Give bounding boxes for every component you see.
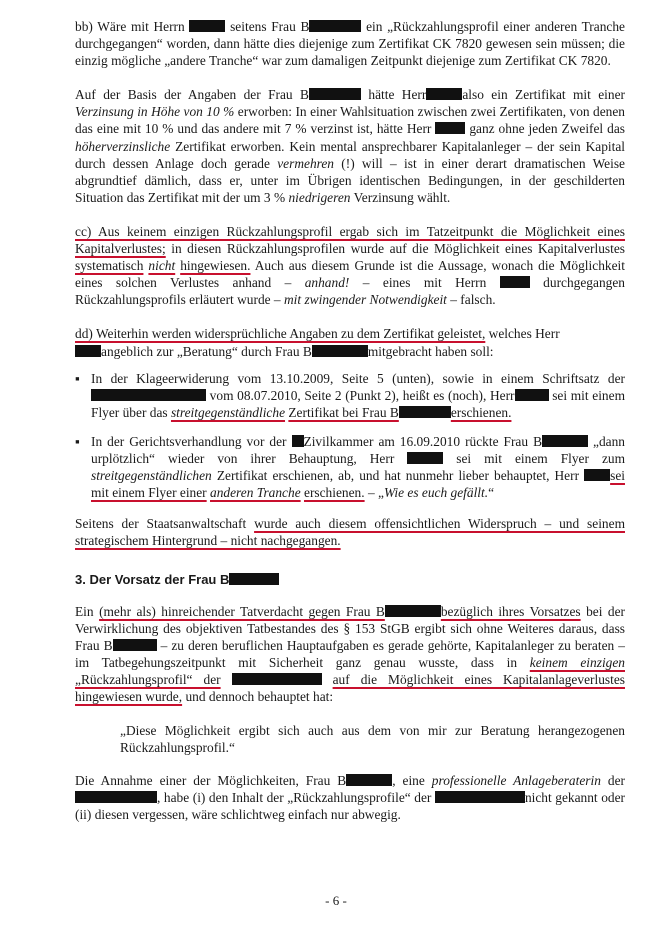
text: und dennoch behauptet hat:: [185, 689, 334, 704]
redaction-bar: [515, 389, 549, 401]
underlined-emphasis: streitgegenständliche: [170, 404, 286, 420]
underlined-emphasis: nicht: [148, 258, 176, 274]
text: Auch aus diesem Grunde ist die Aussage, wonach die Möglichkeit eines solchen Verlustes anhand –: [75, 258, 625, 291]
redaction-bar: [584, 469, 610, 481]
text: welches Herr: [488, 326, 560, 342]
emphasis: mit zwingender Notwendigkeit: [284, 292, 447, 308]
text: In der Klageerwiderung vom 13.10.2009, Seite 5 (unten), sowie in einem Schriftsatz der: [91, 370, 625, 386]
bullet-item: [75, 433, 625, 501]
underlined-text: dd) Weiterhin werden widersprüchliche Angaben zu dem Zertifikat geleistet,: [75, 326, 486, 342]
text: nicht gekannt oder (ii) diesen vergessen, wäre schlichtweg einfach nur abwegig.: [75, 790, 626, 823]
redaction-bar: [426, 88, 462, 100]
text: ganz ohne jeden Zweifel das: [469, 121, 625, 137]
emphasis: niedrigeren: [288, 189, 351, 205]
bullet-list: [75, 370, 625, 502]
page-content: [75, 18, 625, 841]
text: hätte Herr: [368, 87, 427, 103]
text: – zu deren beruflichen Hauptaufgaben es gerade gehörte, Kapitalanleger zu beraten – im Tatbegehungszeitpunkt mit Sicherheit ganz genau wusste, dass in: [75, 637, 625, 670]
underlined-text: erschienen.: [450, 404, 512, 420]
underlined-text: systematisch: [75, 258, 144, 274]
redaction-bar: [399, 406, 451, 418]
redaction-bar: [113, 639, 157, 651]
section-heading: [75, 571, 625, 588]
text: (!) will – ist in einer derart dramatischen Weise abgrundtief dämlich, dass er, unter im Übrigen identischen Bedingungen, in der geschilderten Situation das Zertifikat mit der um 3 %: [75, 155, 625, 205]
underlined-text: Zertifikat bei Frau B: [288, 404, 399, 420]
redaction-bar: [91, 389, 206, 401]
underlined-text: (mehr als) hinreichender Tatverdacht gegen Frau B: [99, 603, 385, 619]
page-number: - 6 -: [325, 893, 347, 908]
paragraph-annahme: [75, 772, 625, 823]
redaction-bar: [346, 774, 392, 786]
underlined-text: hingewiesen.: [180, 258, 251, 274]
text: “: [488, 485, 495, 501]
text: Zertifikat erschienen, ab, und hat nunmehr lieber behauptet, Herr: [216, 468, 580, 484]
text: bei der Verwirklichung des objektiven Tatbestandes des § 153 StGB ergibt sich ohne Weiteres daraus, dass Frau B: [75, 603, 625, 653]
text: bb) Wäre mit Herrn: [75, 19, 185, 34]
text: Ein: [75, 603, 94, 619]
redaction-bar: [75, 345, 101, 357]
redaction-bar: [309, 20, 361, 32]
underlined-text: „Rückzahlungsprofil“ der: [75, 671, 221, 687]
underlined-emphasis: keinem einzigen: [529, 654, 625, 670]
redaction-bar: [500, 276, 530, 288]
emphasis: Wie es euch gefällt.: [383, 485, 489, 501]
text: – „: [367, 485, 384, 501]
text: erworben: In einer Wahlsituation zwischen zwei Zertifikaten, von denen das eine mit 10 % und das andere mit 7 % verzinst ist, hätte Herr: [75, 104, 625, 137]
paragraph-cc: [75, 223, 625, 308]
redaction-bar: [189, 20, 225, 32]
text: , eine: [392, 773, 425, 789]
text: angeblich zur „Beratung“ durch Frau B: [101, 343, 312, 359]
quote-block: „Diese Möglichkeit ergibt sich auch aus dem von mir zur Beratung herangezogenen Rückzahlungsprofil.“: [120, 723, 625, 756]
emphasis: anhand!: [304, 275, 350, 291]
redaction-bar: [75, 791, 157, 803]
text: ein „Rückzahlungsprofil einer anderen Tranche durchgegangen“ worden, dann hätte dies diejenige zum Zertifikat CK 7820 gewesen sein müssen; die einzig mögliche „andere Tranche“ war zum damaligen Zeitpunkt diejenige zum Zertifikat CK 7820.: [75, 19, 625, 69]
underlined-text: cc) Aus keinem einzigen Rückzahlungsprofil ergab sich im Tatzeitpunkt die Möglichkeit eines Kapitalverlustes;: [75, 223, 625, 257]
redaction-bar: [542, 435, 588, 447]
paragraph-vorsatz: [75, 603, 625, 706]
text: sei mit einem Flyer zum: [456, 450, 625, 466]
text: seitens Frau B: [230, 19, 310, 34]
text: – falsch.: [450, 292, 496, 308]
text: sei mit einem Flyer über das: [91, 387, 625, 420]
text: Auf der Basis der Angaben der Frau B: [75, 87, 309, 103]
bullet-item: [75, 370, 625, 421]
text: der: [607, 773, 625, 789]
text: – eines mit Herrn: [362, 275, 487, 291]
emphasis: Verzinsung in Höhe von 10 %: [75, 104, 235, 120]
text: „dann urplötzlich“ wieder von ihrer Behauptung, Herr: [91, 433, 626, 466]
text: In der Gerichtsverhandlung vor der: [91, 433, 287, 449]
paragraph-bb: [75, 18, 625, 69]
redaction-bar: [232, 673, 322, 685]
text: Zertifikat erworben. Kein mental ansprechbarer Kapitalanleger – der sein Kapital durch dessen Anlage doch gerade: [75, 138, 625, 171]
paragraph-basis: [75, 86, 625, 206]
text: Die Annahme einer der Möglichkeiten, Frau B: [75, 773, 347, 789]
redaction-bar: [435, 791, 525, 803]
paragraph-staatsanwaltschaft: [75, 515, 625, 549]
text: in diesen Rückzahlungsprofilen wurde auf die Möglichkeit eines Kapitalverlustes: [171, 241, 625, 257]
redaction-bar: [309, 88, 361, 100]
underlined-text: bezüglich ihres Vorsatzes: [440, 603, 581, 619]
text: Seitens der Staatsanwaltschaft: [75, 516, 247, 532]
text: mitgebracht haben soll:: [367, 343, 494, 359]
text: vom 08.07.2010, Seite 2 (Punkt 2), heißt es (noch), Herr: [209, 387, 515, 403]
underlined-text: sei mit einem Flyer einer: [91, 468, 625, 501]
underlined-text: erschienen.: [304, 485, 365, 501]
text: also ein Zertifikat mit einer: [462, 87, 626, 103]
emphasis: streitgegenständlichen: [91, 468, 212, 484]
redaction-bar: [229, 573, 279, 585]
heading-text: 3. Der Vorsatz der Frau B: [75, 572, 230, 588]
emphasis: vermehren: [277, 155, 334, 171]
text: , habe (i) den Inhalt der „Rückzahlungsprofile“ der: [157, 790, 432, 806]
redaction-bar: [407, 452, 443, 464]
underlined-emphasis: anderen Tranche: [210, 485, 301, 501]
underlined-text: wurde auch diesem offensichtlichen Widerspruch – und seinem strategischem Hintergrund – nicht nachgegangen.: [75, 516, 625, 549]
redaction-bar: [385, 605, 441, 617]
emphasis: professionelle Anlageberaterin: [431, 773, 601, 789]
redaction-bar: [312, 345, 368, 357]
paragraph-dd: [75, 325, 625, 359]
text: durchgegangen Rückzahlungsprofils erläutert wurde –: [75, 275, 625, 308]
emphasis: höherverzinsliche: [75, 138, 171, 154]
text: Zivilkammer am 16.09.2010 rückte Frau B: [303, 433, 543, 449]
redaction-bar: [435, 122, 465, 134]
redaction-bar: [292, 435, 304, 447]
text: Verzinsung wählt.: [353, 189, 451, 205]
underlined-text: auf die Möglichkeit eines Kapitalanlageverlustes hingewiesen wurde,: [75, 671, 625, 704]
